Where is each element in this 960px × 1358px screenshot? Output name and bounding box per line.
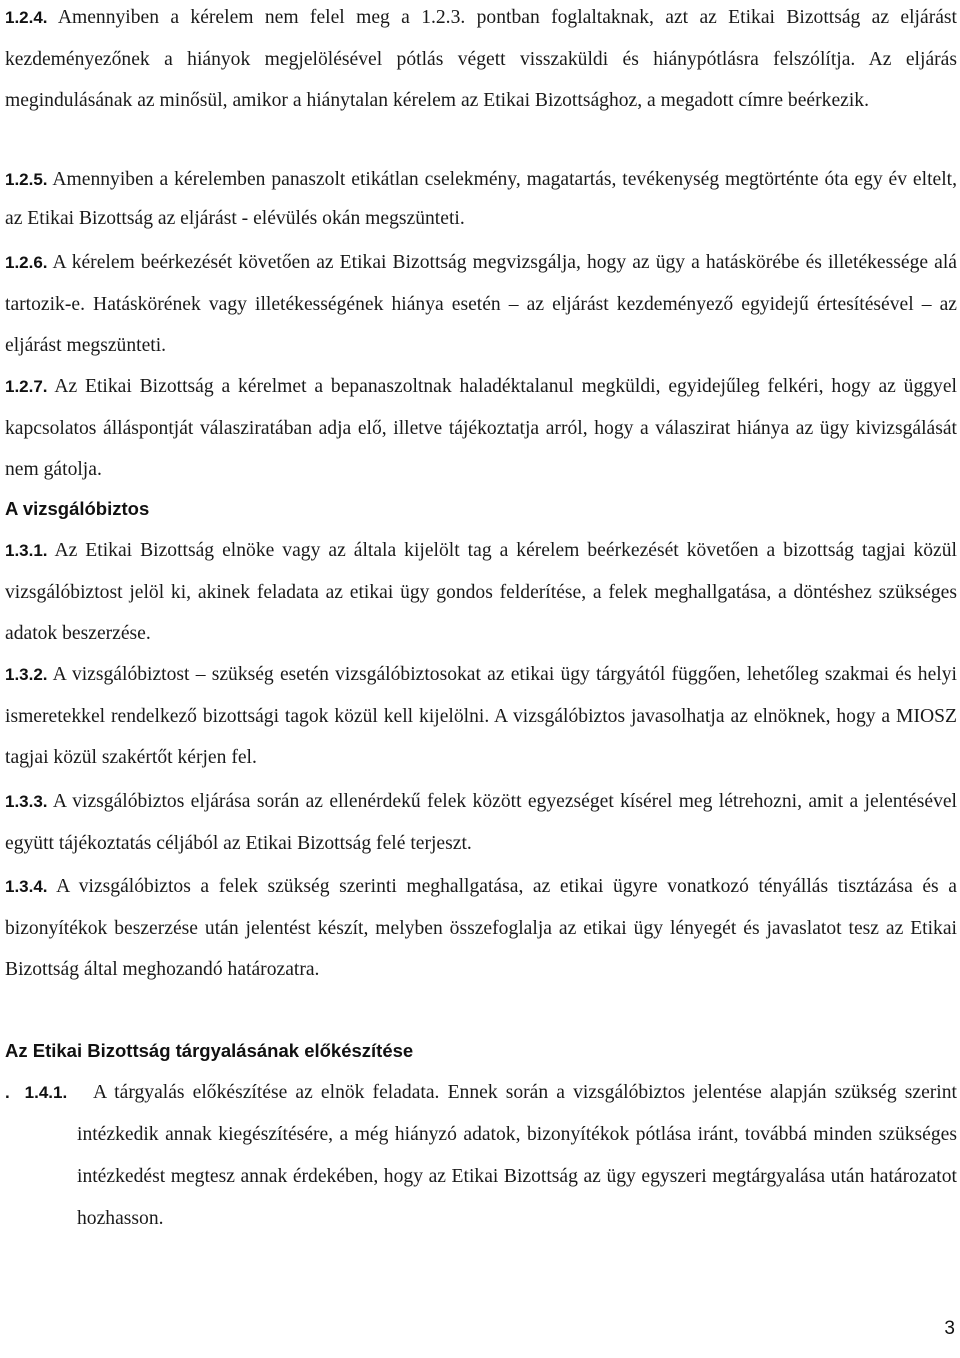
section-number: 1.3.1.	[5, 541, 48, 560]
page-number: 3	[944, 1318, 955, 1339]
list-prefix: .	[5, 1083, 10, 1102]
section-number: 1.3.4.	[5, 877, 48, 896]
paragraph-text: Amennyiben a kérelem nem felel meg a 1.2.3. pontban foglaltaknak, azt az Etikai Bizottság az eljárást kezdeményezőnek a hiányok megjelölésével pótlás végett visszaküldi és hiánypótlásra felszólítja. Az eljárás megindulásának az minősül, amikor a hiánytalan kérelem az Etikai Bizottsághoz, a megadott címre beérkezik.	[5, 7, 957, 111]
paragraph-1-3-3	[5, 781, 957, 864]
section-number: 1.2.6.	[5, 253, 48, 272]
paragraph-text: Az Etikai Bizottság a kérelmet a bepanaszoltnak haladéktalanul megküldi, egyidejűleg felkéri, hogy az üggyel kapcsolatos álláspontját válasziratában adja elő, illetve tájékoztatja arról, hogy a válaszirat hiánya az ügy kivizsgálását nem gátolja.	[5, 376, 957, 480]
section-number: 1.3.2.	[5, 665, 48, 684]
paragraph-1-2-4	[5, 0, 957, 122]
section-number: 1.2.5.	[5, 170, 48, 189]
section-number: 1.2.7.	[5, 377, 48, 396]
section-number: 1.3.3.	[5, 792, 48, 811]
paragraph-1-2-7	[5, 366, 957, 491]
list-marker	[5, 1072, 67, 1114]
paragraph-1-3-1	[5, 530, 957, 655]
paragraph-text: Amennyiben a kérelemben panaszolt etikátlan cselekmény, magatartás, tevékenység megtörténte óta egy év eltelt, az Etikai Bizottság az eljárást - elévülés okán megszünteti.	[5, 169, 957, 229]
paragraph-text: Az Etikai Bizottság elnöke vagy az általa kijelölt tag a kérelem beérkezését követően a bizottság tagjai közül vizsgálóbiztost jelöl ki, akinek feladata az etikai ügy gondos felderítése, a felek meghallgatása, a döntéshez szükséges adatok beszerzése.	[5, 540, 957, 644]
paragraph-text: A vizsgálóbiztost – szükség esetén vizsgálóbiztosokat az etikai ügy tárgyától függően, lehetőleg szakmai és helyi ismeretekkel rendelkező bizottsági tagok közül kell kijelölni. A vizsgálóbiztos javasolhatja az elnöknek, hogy a MIOSZ tagjai közül szakértőt kérjen fel.	[5, 664, 957, 768]
paragraph-1-2-6	[5, 242, 957, 367]
paragraph-text: A vizsgálóbiztos a felek szükség szerinti meghallgatása, az etikai ügyre vonatkozó tényállás tisztázása és a bizonyítékok beszerzése után jelentést készít, melyben összefoglalja az etikai ügy lényegét és javaslatot tesz az Etikai Bizottság által meghozandó határozatra.	[5, 876, 957, 980]
section-heading-vizsgalobiztos: A vizsgálóbiztos	[5, 498, 150, 519]
section-heading-elokeszites: Az Etikai Bizottság tárgyalásának előkészítése	[5, 1040, 414, 1061]
section-number: 1.2.4.	[5, 8, 48, 27]
paragraph-text: A vizsgálóbiztos eljárása során az ellenérdekű felek között egyezséget kísérel meg létrehozni, amit a jelentésével együtt tájékoztatás céljából az Etikai Bizottság felé terjeszt.	[5, 791, 957, 854]
section-number: 1.4.1.	[24, 1083, 68, 1102]
paragraph-1-3-2	[5, 654, 957, 779]
paragraph-1-2-5	[5, 161, 957, 238]
paragraph-text: A kérelem beérkezését követően az Etikai Bizottság megvizsgálja, hogy az ügy a hatáskörébe és illetékessége alá tartozik-e. Hatáskörének vagy illetékességének hiánya esetén – az eljárást kezdeményező egyidejű értesítésével – az eljárást megszünteti.	[5, 252, 957, 356]
paragraph-text: A tárgyalás előkészítése az elnök feladata. Ennek során a vizsgálóbiztos jelentése alapján szükség szerint intézkedik annak kiegészítésére, a még hiányzó adatok, bizonyítékok pótlása iránt, továbbá minden szükséges intézkedést megtesz annak érdekében, hogy az Etikai Bizottság az ügy egyszeri megtárgyalása után határozatot hozhasson.	[77, 1082, 957, 1229]
paragraph-1-3-4	[5, 866, 957, 991]
paragraph-1-4-1	[5, 1072, 957, 1240]
